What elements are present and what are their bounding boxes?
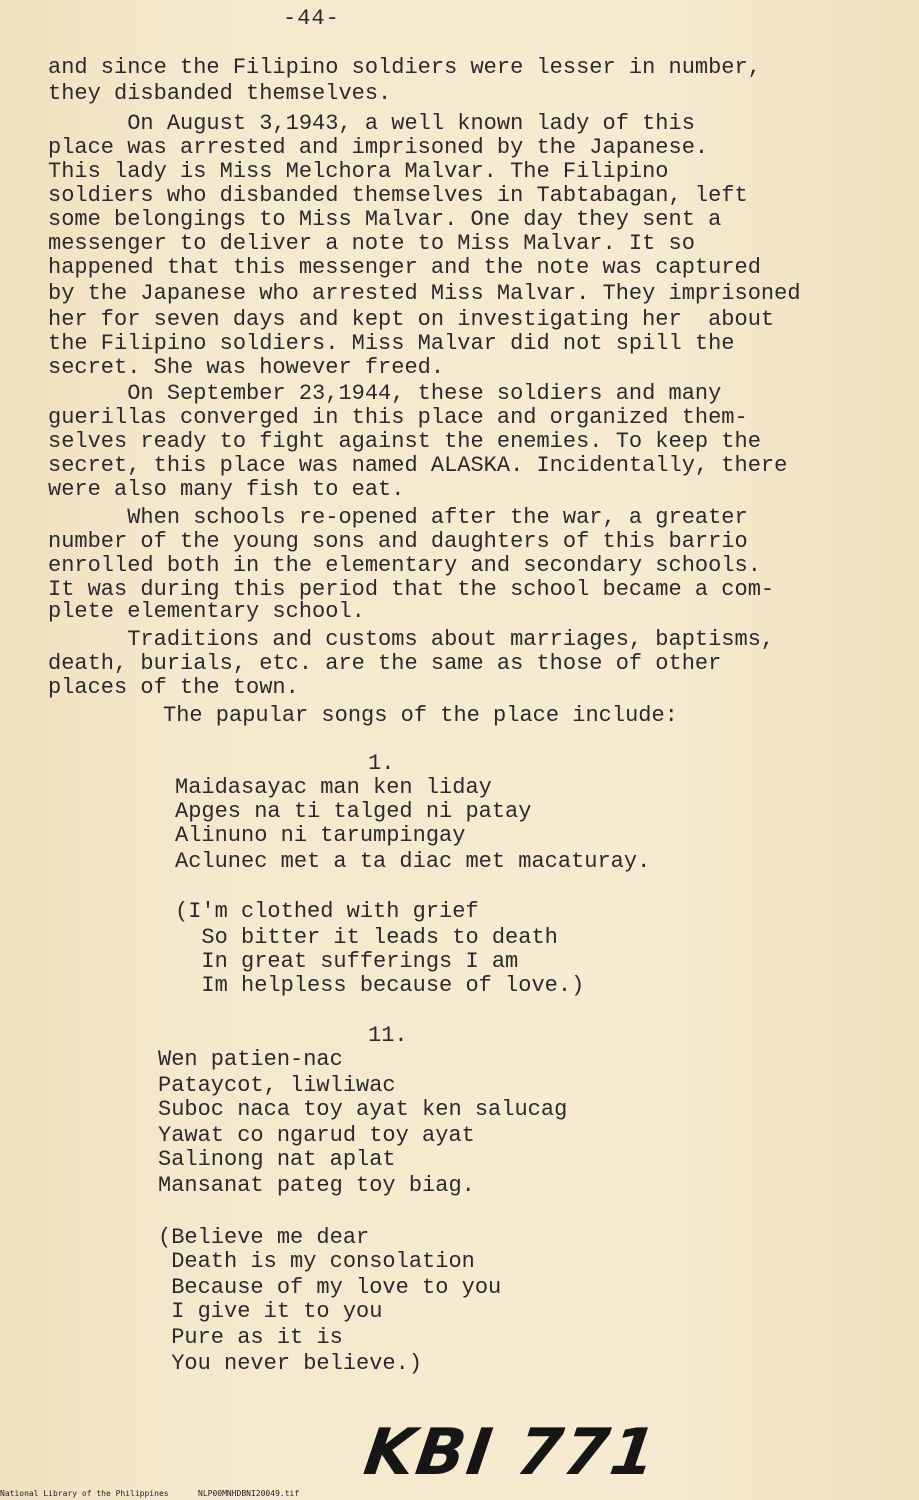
paragraph-4-line-3: enrolled both in the elementary and secondary schools.	[48, 553, 761, 578]
song-2-translation-3: Because of my love to you	[158, 1275, 502, 1300]
paragraph-2-line-8: by the Japanese who arrested Miss Malvar. They imprisoned	[48, 281, 801, 306]
song-2-lyric-2: Pataycot, liwliwac	[158, 1073, 396, 1098]
paragraph-3-line-5: were also many fish to eat.	[48, 477, 405, 502]
song-1-translation-1: (I'm clothed with grief	[175, 899, 479, 924]
paragraph-4-line-2: number of the young sons and daughters of this barrio	[48, 529, 748, 554]
paragraph-3-line-2: guerillas converged in this place and organized them-	[48, 405, 748, 430]
paragraph-2-line-9: her for seven days and kept on investigating her about	[48, 307, 775, 332]
paragraph-2-line-10: the Filipino soldiers. Miss Malvar did not spill the	[48, 331, 735, 356]
song-2-translation-1: (Believe me dear	[158, 1225, 370, 1250]
song-2-lyric-3: Suboc naca toy ayat ken salucag	[158, 1097, 568, 1122]
paragraph-4-line-1: When schools re-opened after the war, a greater	[48, 505, 748, 530]
paragraph-1-line-2: they disbanded themselves.	[48, 81, 392, 106]
song-2-translation-4: I give it to you	[158, 1299, 383, 1324]
paragraph-5-line-2: death, burials, etc. are the same as those of other	[48, 651, 722, 676]
song-1-translation-2: So bitter it leads to death	[175, 925, 558, 950]
paragraph-2-line-4: soldiers who disbanded themselves in Tabtabagan, left	[48, 183, 748, 208]
paragraph-3-line-1: On September 23,1944, these soldiers and many	[48, 381, 722, 406]
paragraph-2-line-5: some belongings to Miss Malvar. One day they sent a	[48, 207, 722, 232]
page-number: -44-	[283, 6, 340, 31]
paragraph-4-line-4: It was during this period that the school became a com-	[48, 577, 775, 602]
song-1-lyric-2: Apges na ti talged ni patay	[175, 799, 532, 824]
paragraph-3-line-3: selves ready to fight against the enemies. To keep the	[48, 429, 761, 454]
song-2-number: 11.	[368, 1023, 408, 1048]
paragraph-2-line-2: place was arrested and imprisoned by the Japanese.	[48, 135, 709, 160]
song-1-number: 1.	[368, 751, 395, 776]
songs-intro: The papular songs of the place include:	[163, 703, 678, 728]
paragraph-2-line-11: secret. She was however freed.	[48, 355, 445, 380]
song-1-lyric-4: Aclunec met a ta diac met macaturay.	[175, 849, 651, 874]
song-1-lyric-3: Alinuno ni tarumpingay	[175, 823, 466, 848]
song-1-translation-3: In great sufferings I am	[175, 949, 519, 974]
paragraph-2-line-3: This lady is Miss Melchora Malvar. The Filipino	[48, 159, 669, 184]
song-1-translation-4: Im helpless because of love.)	[175, 973, 585, 998]
paragraph-1-line-1: and since the Filipino soldiers were lesser in number,	[48, 55, 761, 80]
paragraph-3-line-4: secret, this place was named ALASKA. Incidentally, there	[48, 453, 788, 478]
song-2-lyric-6: Mansanat pateg toy biag.	[158, 1173, 475, 1198]
footer-file: NLP00MNHDBNI20049.tif	[198, 1489, 300, 1498]
paragraph-2-line-6: messenger to deliver a note to Miss Malvar. It so	[48, 231, 695, 256]
paragraph-5-line-1: Traditions and customs about marriages, baptisms,	[48, 627, 775, 652]
song-2-translation-5: Pure as it is	[158, 1325, 343, 1350]
footer-library: National Library of the Philippines	[0, 1489, 169, 1498]
paragraph-2-line-7: happened that this messenger and the note was captured	[48, 255, 761, 280]
paragraph-2-line-1: On August 3,1943, a well known lady of this	[48, 111, 695, 136]
song-2-translation-6: You never believe.)	[158, 1351, 423, 1376]
paragraph-5-line-3: places of the town.	[48, 675, 299, 700]
song-2-lyric-1: Wen patien-nac	[158, 1047, 343, 1072]
paragraph-4-line-5: plete elementary school.	[48, 599, 365, 624]
catalog-stamp: KBI 771	[359, 1416, 663, 1490]
song-2-lyric-4: Yawat co ngarud toy ayat	[158, 1123, 475, 1148]
song-2-translation-2: Death is my consolation	[158, 1249, 475, 1274]
song-2-lyric-5: Salinong nat aplat	[158, 1147, 396, 1172]
song-1-lyric-1: Maidasayac man ken liday	[175, 775, 492, 800]
